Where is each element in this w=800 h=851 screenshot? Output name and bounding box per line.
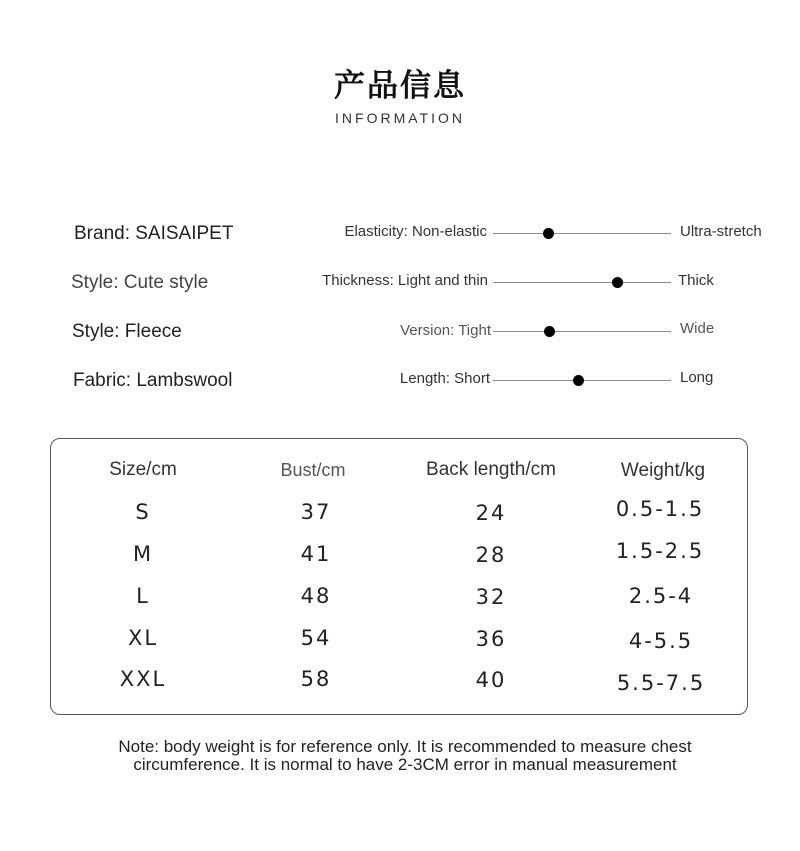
table-cell: 40: [475, 668, 507, 692]
measurement-note: [60, 738, 750, 774]
table-cell: 5.5-7.5: [616, 671, 706, 695]
table-cell: 41: [300, 542, 332, 566]
scale-indicator-dot: [612, 277, 623, 288]
page-subtitle: INFORMATION: [335, 110, 465, 126]
table-cell: 28: [475, 543, 507, 567]
table-cell: 37: [300, 500, 332, 524]
scale-track: [493, 282, 671, 283]
table-cell: 24: [475, 501, 507, 525]
table-cell: 4-5.5: [628, 629, 694, 653]
scale-right-label: Ultra-stretch: [680, 223, 762, 240]
page-title: 产品信息: [334, 68, 466, 104]
scale-indicator-dot: [544, 326, 555, 337]
scale-track: [493, 233, 671, 234]
scale-left-label: Elasticity: Non-elastic: [344, 223, 487, 240]
attr-style-2: Style: Fleece: [72, 321, 182, 342]
table-cell: 1.5-2.5: [615, 539, 705, 563]
table-cell: 54: [300, 626, 332, 650]
scale-left-label: Version: Tight: [400, 322, 491, 339]
scale-right-label: Long: [680, 369, 714, 386]
table-header-back-length: Back length/cm: [426, 459, 556, 480]
table-cell: 32: [475, 585, 507, 609]
scale-right-label: Wide: [680, 320, 715, 337]
table-header-bust: Bust/cm: [280, 460, 346, 480]
scale-left-label: Length: Short: [399, 370, 490, 387]
table-header-size: Size/cm: [109, 459, 177, 480]
table-cell: M: [132, 542, 154, 566]
table-cell: XXL: [119, 667, 167, 691]
table-cell: 36: [475, 627, 507, 651]
scale-left-label: Thickness: Light and thin: [322, 272, 488, 289]
scale-track: [493, 331, 671, 332]
scale-right-label: Thick: [678, 272, 714, 289]
scale-indicator-dot: [573, 375, 584, 386]
table-cell: L: [136, 584, 150, 608]
note-line-2: circumference. It is normal to have 2-3CM error in manual measurement: [133, 755, 677, 774]
table-cell: 0.5-1.5: [615, 497, 705, 521]
attr-brand: Brand: SAISAIPET: [74, 223, 234, 244]
table-header-weight: Weight/kg: [620, 460, 706, 481]
scale-indicator-dot: [543, 228, 554, 239]
attr-style-1: Style: Cute style: [71, 272, 209, 293]
table-cell: 48: [300, 584, 332, 608]
table-cell: XL: [127, 626, 159, 650]
table-cell: 58: [300, 667, 332, 691]
attr-fabric: Fabric: Lambswool: [73, 370, 233, 391]
table-cell: 2.5-4: [628, 584, 694, 608]
note-line-1: Note: body weight is for reference only. It is recommended to measure chest: [118, 737, 692, 756]
table-cell: S: [135, 500, 151, 524]
